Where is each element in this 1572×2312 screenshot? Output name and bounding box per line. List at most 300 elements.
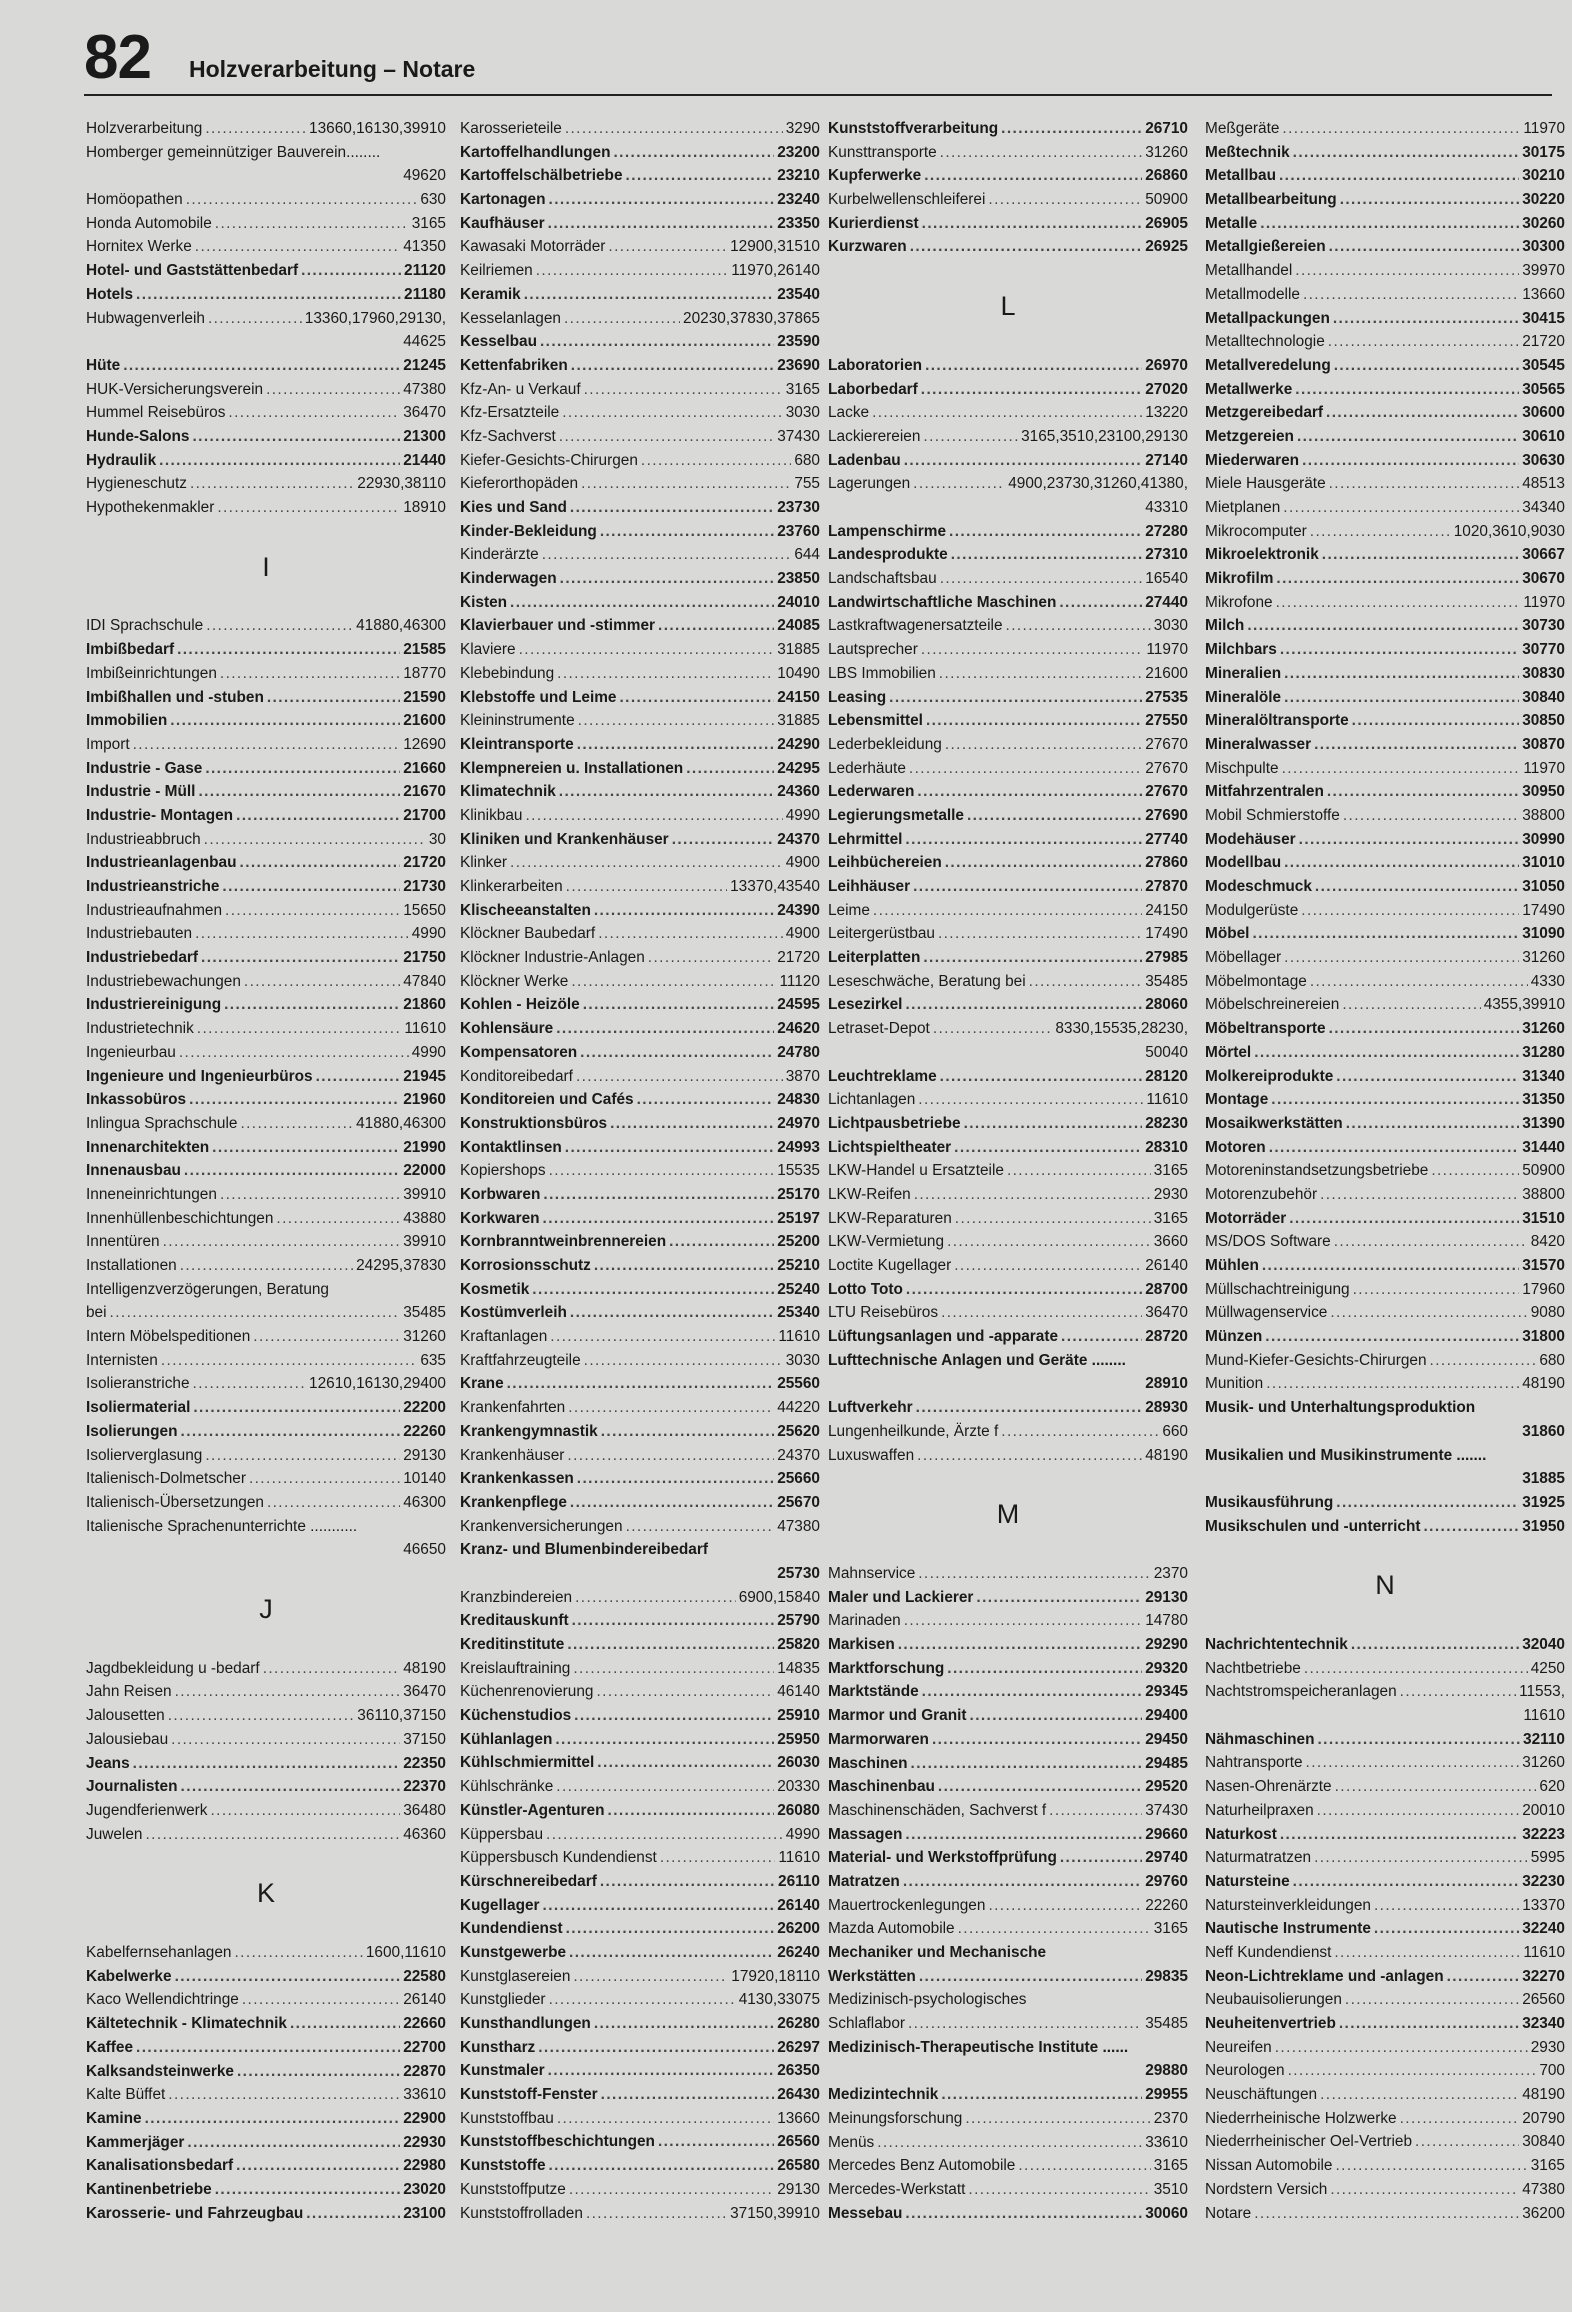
dot-leader (543, 1207, 775, 1231)
entry-codes: 3165 (1153, 1162, 1188, 1180)
index-entry (1205, 212, 1565, 236)
index-entry (1205, 1680, 1565, 1704)
entry-codes: 27860 (1145, 854, 1188, 872)
entry-codes: 29320 (1145, 1659, 1188, 1677)
index-entry (86, 709, 446, 733)
dot-leader (571, 354, 774, 378)
entry-codes: 25950 (777, 1730, 820, 1748)
entry-codes: 13220 (1145, 404, 1188, 422)
index-entry (1205, 1917, 1565, 1941)
dot-leader (195, 235, 400, 259)
entry-title: Naturmatratzen (1205, 1849, 1312, 1867)
entry-title: Maschinenbau (828, 1778, 935, 1796)
dot-leader (1447, 1965, 1520, 1989)
entry-codes: 25340 (777, 1304, 820, 1322)
entry-title: Kurierdienst (828, 214, 919, 232)
entry-title: Kunstglieder (460, 1991, 546, 2009)
entry-codes: 23730 (777, 499, 820, 516)
entry-title: Kosmetik (460, 1280, 530, 1298)
dot-leader (594, 1254, 774, 1278)
index-entry (86, 2202, 446, 2226)
entry-codes: 46140 (777, 1683, 820, 1701)
entry-title: Müllwagenservice (1205, 1304, 1328, 1322)
index-entry (828, 1420, 1188, 1444)
dot-leader (557, 2107, 774, 2131)
index-entry (1205, 1349, 1565, 1373)
entry-codes: 32270 (1522, 1967, 1565, 1985)
index-entry (828, 733, 1188, 757)
dot-leader (217, 496, 400, 520)
index-entry (1205, 2202, 1565, 2226)
entry-title: Kisten (460, 593, 508, 611)
dot-leader (921, 378, 1142, 402)
dot-leader (573, 1965, 728, 1989)
dot-leader (1269, 1136, 1519, 1160)
entry-codes: 27020 (1145, 380, 1188, 398)
index-entry (460, 993, 820, 1017)
entry-title: Industriebauten (86, 925, 193, 943)
entry-title: Motorenzubehör (1205, 1185, 1318, 1203)
index-entry (1205, 188, 1565, 212)
entry-codes: 13370,43540 (730, 878, 820, 895)
index-entry (828, 1633, 1188, 1657)
section-letter: K (256, 1878, 275, 1909)
index-entry (1205, 1633, 1565, 1657)
entry-codes: 22870 (403, 2062, 446, 2080)
entry-codes: 31570 (1522, 1257, 1565, 1274)
index-entry (828, 1183, 1188, 1207)
dot-leader (510, 851, 783, 875)
entry-title: Marmor und Granit (828, 1707, 967, 1725)
dot-leader (234, 1941, 362, 1965)
dot-leader (581, 472, 791, 496)
entry-codes: 24295,37830 (356, 1257, 446, 1275)
index-entry (460, 2130, 820, 2154)
index-entry (460, 1917, 820, 1941)
entry-title: Leime (828, 901, 870, 919)
dot-leader (1006, 614, 1151, 638)
entry-title: Hygieneschutz (86, 475, 187, 493)
index-entry (86, 1396, 446, 1420)
entry-codes: 14780 (1145, 1612, 1188, 1630)
entry-codes: 23590 (777, 333, 820, 351)
entry-continuation: 11610 (1523, 1707, 1565, 1725)
index-entry (1205, 733, 1565, 757)
entry-codes: 22660 (403, 2015, 446, 2033)
index-entry (828, 1823, 1188, 1847)
index-entry (86, 1491, 446, 1515)
index-entry (1205, 2036, 1565, 2060)
dot-leader (569, 2178, 774, 2202)
entry-title: Kopiershops (460, 1162, 546, 1180)
dot-leader (1320, 2083, 1519, 2107)
dot-leader (1423, 1515, 1519, 1539)
index-entry (460, 378, 820, 402)
entry-continuation: 29880 (1145, 2062, 1188, 2080)
index-entry (828, 899, 1188, 923)
dot-leader (222, 875, 400, 899)
dot-leader (613, 141, 774, 165)
index-entry (828, 1704, 1188, 1728)
entry-title: Lüftungsanlagen und -apparate (828, 1328, 1059, 1346)
dot-leader (933, 1017, 1053, 1041)
entry-codes: 4900,23730,31260,41380, (1008, 475, 1188, 493)
dot-leader (177, 638, 400, 662)
index-entry (1205, 780, 1565, 804)
dot-leader (550, 1325, 775, 1349)
dot-leader (1343, 804, 1519, 828)
entry-codes: 22260 (403, 1422, 446, 1440)
entry-title: Krankengymnastik (460, 1422, 598, 1440)
index-entry (86, 2178, 446, 2202)
dot-leader (660, 1846, 776, 1870)
entry-title: Korbwaren (460, 1185, 541, 1203)
entry-title: Nautische Instrumente (1205, 1920, 1371, 1938)
entry-codes: 680 (1539, 1351, 1565, 1369)
dot-leader (1327, 780, 1519, 804)
dot-leader (1265, 1325, 1519, 1349)
entry-title: Kältetechnik - Klimatechnik (86, 2015, 287, 2033)
dot-leader (1293, 1870, 1520, 1894)
entry-codes: 25820 (777, 1636, 820, 1653)
dot-leader (570, 1301, 774, 1325)
entry-title: Kunsthandlungen (460, 2015, 591, 2032)
index-entry (86, 378, 446, 402)
index-entry (86, 1349, 446, 1373)
index-entry (86, 1444, 446, 1468)
entry-codes: 24295 (777, 759, 820, 777)
dot-leader (940, 567, 1143, 591)
entry-codes: 3030 (785, 1351, 820, 1369)
entry-title: Messebau (828, 2204, 903, 2222)
entry-codes: 26350 (777, 2062, 820, 2080)
entry-codes: 29130 (403, 1446, 446, 1464)
entry-title: Kaco Wellendichtringe (86, 1991, 239, 2009)
dot-leader (240, 1112, 353, 1136)
dot-leader (1352, 709, 1520, 733)
entry-title: Kohlensäure (460, 1020, 554, 1038)
dot-leader (941, 1301, 1142, 1325)
entry-codes: 21300 (403, 427, 446, 445)
entry-codes: 22930 (403, 2133, 446, 2151)
index-entry (828, 1680, 1188, 1704)
entry-continuation: 25730 (777, 1564, 820, 1582)
entry-codes: 20230,37830,37865 (683, 309, 820, 327)
index-entry (460, 2202, 820, 2226)
dot-leader (919, 1965, 1142, 1989)
index-entry (460, 1823, 820, 1847)
dot-leader (575, 1586, 736, 1610)
entry-codes: 26925 (1145, 238, 1188, 256)
entry-codes: 26560 (1522, 1991, 1565, 2009)
entry-codes: 11610 (404, 1020, 446, 1038)
entry-title: Neuheitenvertrieb (1205, 2015, 1336, 2033)
index-entry (828, 591, 1188, 615)
entry-codes: 4990 (411, 1043, 446, 1061)
index-entry (86, 1041, 446, 1065)
entry-codes: 21750 (403, 949, 446, 967)
entry-codes: 31010 (1522, 854, 1565, 872)
entry-title: Klimatechnik (460, 783, 556, 801)
entry-title: Legierungsmetalle (828, 806, 964, 824)
dot-leader (170, 709, 400, 733)
entry-title: Klinker (460, 854, 508, 872)
dot-leader (964, 1112, 1143, 1136)
entry-codes: 32223 (1522, 1825, 1565, 1843)
dot-leader (570, 496, 774, 520)
dot-leader (568, 1396, 774, 1420)
entry-title: Kettenfabriken (460, 356, 568, 374)
index-entry (460, 1894, 820, 1918)
entry-title: Honda Automobile (86, 214, 212, 232)
index-entry (460, 686, 820, 710)
dot-leader (574, 1704, 774, 1728)
dot-leader (212, 1136, 400, 1160)
entry-title: Journalisten (86, 1778, 178, 1796)
entry-title: LKW-Handel u Ersatzteile (828, 1162, 1004, 1180)
entry-title: Kinder-Bekleidung (460, 522, 597, 540)
entry-title: Keramik (460, 285, 521, 303)
index-entry (828, 662, 1188, 686)
dot-leader (1333, 307, 1519, 331)
dot-leader (955, 1207, 1151, 1231)
dot-leader (316, 1065, 401, 1089)
index-entry (828, 2083, 1188, 2107)
entry-title: Karosserieteile (460, 120, 562, 137)
dot-leader (598, 922, 783, 946)
entry-title: Maler und Lackierer (828, 1588, 974, 1606)
entry-codes: 36470 (403, 404, 446, 422)
dot-leader (543, 1183, 774, 1207)
index-entry (1205, 1372, 1565, 1396)
entry-title: Klinikbau (460, 806, 523, 824)
entry-codes: 30630 (1522, 451, 1565, 469)
entry-codes: 28120 (1145, 1067, 1188, 1085)
index-entry (1205, 520, 1565, 544)
index-entry (828, 567, 1188, 591)
index-entry (1205, 164, 1565, 188)
entry-title: Lotto Toto (828, 1280, 903, 1298)
dot-leader (1247, 614, 1519, 638)
entry-title: Kartoffelschälbetriebe (460, 167, 623, 185)
entry-codes: 23020 (403, 2180, 446, 2198)
entry-title: LKW-Vermietung (828, 1233, 945, 1251)
entry-title: Lampenschirme (828, 522, 947, 540)
dot-leader (658, 614, 774, 638)
index-entry (828, 1112, 1188, 1136)
dot-leader (1007, 1159, 1151, 1183)
section-letter: N (1375, 1570, 1395, 1601)
entry-title: Modehäuser (1205, 830, 1296, 848)
index-entry (460, 401, 820, 425)
entry-codes: 48190 (1145, 1446, 1188, 1464)
index-entry (86, 970, 446, 994)
entry-codes: 3165 (785, 380, 820, 398)
index-entry (460, 2083, 820, 2107)
index-entry (86, 1680, 446, 1704)
dot-leader (600, 520, 774, 544)
dot-leader (583, 993, 774, 1017)
entry-title: Mineralien (1205, 664, 1282, 682)
dot-leader (1295, 259, 1519, 283)
index-entry (86, 733, 446, 757)
dot-leader (1415, 2130, 1519, 2154)
entry-title: Korkwaren (460, 1209, 540, 1227)
entry-codes: 37430 (1145, 1801, 1188, 1819)
entry-title: Hotel- und Gaststättenbedarf (86, 262, 299, 280)
entry-title: Letraset-Depot (828, 1020, 930, 1038)
index-entry (828, 1586, 1188, 1610)
entry-title: Jeans (86, 1754, 130, 1772)
index-entry (86, 1823, 446, 1847)
entry-codes: 27440 (1145, 593, 1188, 611)
entry-title: Klebstoffe und Leime (460, 688, 617, 706)
dot-leader (641, 449, 791, 473)
dot-leader (940, 141, 1143, 165)
index-entry (1205, 1278, 1565, 1302)
index-entry (86, 212, 446, 236)
entry-title: Neurologen (1205, 2062, 1285, 2080)
entry-codes: 35485 (403, 1304, 446, 1322)
index-entry (828, 378, 1188, 402)
entry-title: Marmorwaren (828, 1730, 929, 1748)
index-entry (460, 449, 820, 473)
dot-leader (913, 472, 1005, 496)
entry-codes: 23690 (777, 356, 820, 374)
index-entry (86, 662, 446, 686)
index-entry (460, 2059, 820, 2083)
dot-leader (205, 1444, 400, 1468)
entry-title: Installationen (86, 1257, 177, 1275)
entry-title: Kurzwaren (828, 238, 907, 256)
index-entry (1205, 472, 1565, 496)
index-entry (1205, 1183, 1565, 1207)
index-entry (1205, 1254, 1565, 1278)
index-entry (828, 757, 1188, 781)
index-entry (460, 2036, 820, 2060)
entry-codes: 3165 (411, 214, 446, 232)
entry-title: Küchenstudios (460, 1707, 572, 1725)
entry-codes: 30667 (1522, 546, 1565, 564)
entry-codes: 35485 (1145, 2015, 1188, 2033)
index-entry (828, 1775, 1188, 1799)
entry-title: Mineralöle (1205, 688, 1282, 706)
dot-leader (947, 1230, 1151, 1254)
index-entry (1205, 757, 1565, 781)
index-entry (86, 1159, 446, 1183)
dot-leader (572, 1609, 775, 1633)
entry-codes: 38800 (1522, 1185, 1565, 1203)
index-entry (828, 2012, 1188, 2036)
dot-leader (949, 520, 1142, 544)
dot-leader (939, 662, 1142, 686)
entry-codes: 28930 (1145, 1399, 1188, 1417)
entry-title: bei (86, 1304, 107, 1322)
index-entry (86, 1065, 446, 1089)
index-entry (828, 1301, 1188, 1325)
entry-codes: 11970 (1523, 593, 1565, 611)
dot-leader (133, 1752, 401, 1776)
entry-title: Kleintransporte (460, 735, 574, 753)
entry-codes: 30840 (1522, 688, 1565, 706)
entry-codes: 32110 (1523, 1730, 1565, 1748)
entry-codes: 26200 (777, 1920, 820, 1938)
entry-codes: 29400 (1145, 1707, 1188, 1725)
index-entry (460, 1444, 820, 1468)
dot-leader (922, 212, 1143, 236)
entry-title: Klaviere (460, 641, 516, 659)
entry-codes: 17960 (1522, 1280, 1565, 1298)
index-entry (1205, 1894, 1565, 1918)
entry-title: Kartonagen (460, 191, 546, 209)
dot-leader (201, 946, 400, 970)
entry-title: Münzen (1205, 1328, 1263, 1346)
entry-codes: 22260 (1145, 1896, 1188, 1914)
index-entry (460, 1467, 820, 1491)
dot-leader (263, 1657, 400, 1681)
entry-codes: 47380 (777, 1517, 820, 1535)
index-entry (86, 2131, 446, 2155)
dot-leader (306, 2202, 400, 2226)
entry-codes: 755 (794, 475, 820, 493)
entry-title: Lesezirkel (828, 996, 903, 1014)
entry-codes: 27310 (1145, 546, 1188, 564)
entry-continuation: 43310 (1145, 499, 1188, 517)
entry-codes: 25560 (777, 1375, 820, 1393)
entry-codes: 31260 (1522, 949, 1565, 967)
entry-title: Mühlen (1205, 1257, 1259, 1274)
dot-leader (917, 1444, 1142, 1468)
dot-leader (926, 709, 1142, 733)
dot-leader (181, 1420, 401, 1444)
dot-leader (580, 1041, 774, 1065)
entry-codes: 39910 (403, 1185, 446, 1203)
entry-title: Möbelmontage (1205, 972, 1307, 990)
entry-title: Industriereinigung (86, 996, 222, 1014)
dot-leader (290, 2012, 400, 2036)
entry-codes: 30060 (1145, 2204, 1188, 2222)
entry-title: Meßgeräte (1205, 120, 1280, 137)
index-entry (1205, 1207, 1565, 1231)
entry-title: Natursteine (1205, 1872, 1290, 1890)
entry-title: Industrieanstriche (86, 878, 220, 896)
index-column-1 (86, 117, 446, 2225)
entry-codes: 4130,33075 (738, 1991, 820, 2009)
dot-leader (921, 638, 1144, 662)
entry-codes: 26280 (777, 2015, 820, 2032)
entry-title: Isolierverglasung (86, 1446, 203, 1464)
dot-leader (1303, 283, 1519, 307)
index-entry (828, 543, 1188, 567)
entry-title: Motoreninstandsetzungsbetriebe (1205, 1162, 1429, 1180)
entry-codes: 43880 (403, 1209, 446, 1227)
entry-title: Kleininstrumente (460, 712, 575, 730)
dot-leader (938, 922, 1142, 946)
entry-codes: 3030 (1153, 617, 1188, 635)
entry-codes: 21990 (403, 1138, 446, 1156)
dot-leader (566, 875, 727, 899)
entry-codes: 46360 (403, 1825, 446, 1843)
index-entry (1205, 828, 1565, 852)
entry-codes: 30670 (1522, 570, 1565, 588)
entry-title: Mobil Schmierstoffe (1205, 806, 1340, 824)
entry-title: Lehrmittel (828, 830, 903, 848)
dot-leader (577, 1467, 774, 1491)
entry-codes: 30610 (1522, 427, 1565, 445)
index-entry (86, 1799, 446, 1823)
entry-codes: 20330 (777, 1778, 820, 1796)
entry-codes: 4990 (785, 1825, 820, 1843)
